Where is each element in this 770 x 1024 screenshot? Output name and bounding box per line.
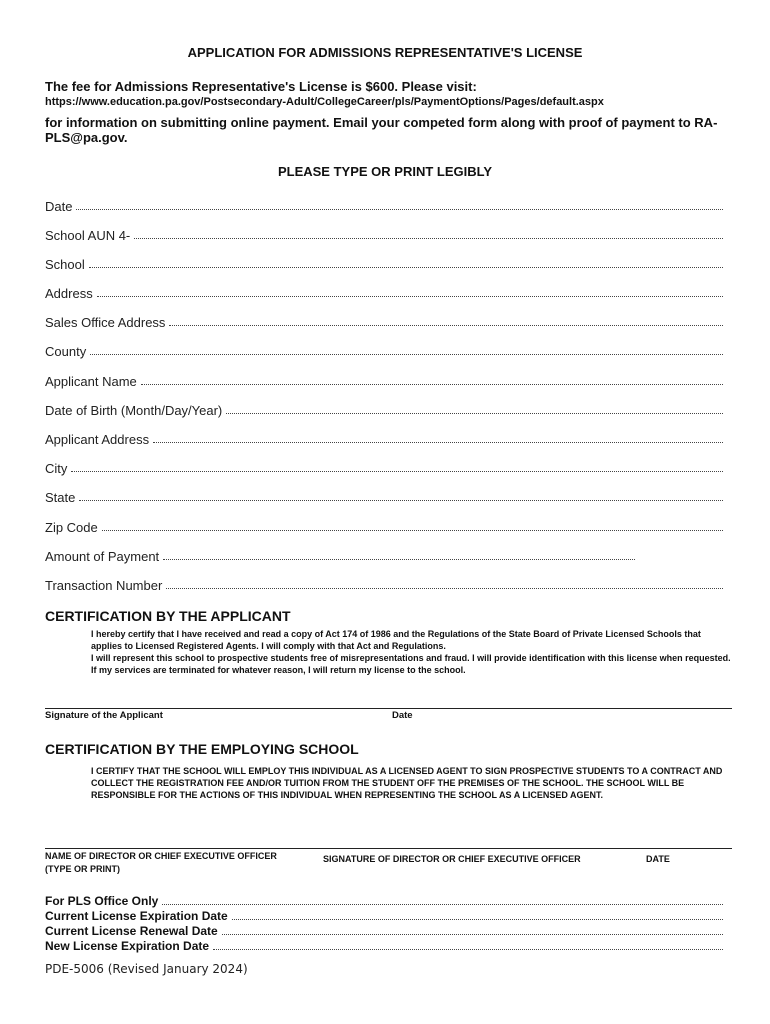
dotted-line	[213, 949, 723, 950]
dotted-line	[222, 934, 723, 935]
applicant-name-field[interactable]	[45, 371, 723, 389]
state-field[interactable]	[45, 487, 723, 505]
dotted-line	[163, 559, 635, 560]
field-label: School	[45, 257, 85, 272]
dotted-line	[166, 588, 723, 589]
fee-notice: The fee for Admissions Representative's License is $600. Please visit:	[45, 79, 477, 94]
applicant-address-field[interactable]	[45, 429, 723, 447]
new-license-expiration-field	[45, 938, 723, 953]
director-signature-label: SIGNATURE OF DIRECTOR OR CHIEF EXECUTIVE OFFICER	[323, 854, 581, 864]
payment-url-link[interactable]: https://www.education.pa.gov/Postsecondary-Adult/CollegeCareer/pls/PaymentOptions/Pages/default.aspx	[45, 96, 604, 108]
field-label: City	[45, 461, 68, 476]
dotted-line	[97, 296, 723, 297]
form-title: APPLICATION FOR ADMISSIONS REPRESENTATIVE'S LICENSE	[187, 45, 583, 60]
print-legibly-instruction: PLEASE TYPE OR PRINT LEGIBLY	[277, 164, 493, 179]
school-aun-field[interactable]	[45, 225, 723, 243]
form-footer: PDE-5006 (Revised January 2024)	[45, 962, 248, 976]
amount-of-payment-field[interactable]	[45, 546, 635, 564]
address-field[interactable]	[45, 283, 723, 301]
type-or-print-label: (TYPE OR PRINT)	[45, 864, 121, 874]
current-license-expiration-field	[45, 908, 723, 923]
date-field[interactable]	[45, 196, 723, 214]
dotted-line	[102, 530, 723, 531]
director-signature-line[interactable]	[45, 848, 732, 849]
field-label: School AUN 4-	[45, 228, 131, 243]
school-certification-text: I CERTIFY THAT THE SCHOOL WILL EMPLOY THIS INDIVIDUAL AS A LICENSED AGENT TO SIGN PROSPECTIVE STUDENTS TO A CONTRACT AND COLLECT THE REGISTRATION FEE AND/OR TUITION FROM THE STUDENT OFF THE PREMISES OF THE SCHOOL. THE SCHOOL WILL BE RESPONSIBLE FOR THE ACTIONS OF THIS INDIVIDUAL WHEN REPRESENTING THE SCHOOL AS A LICENSED AGENT.	[91, 766, 723, 800]
dotted-line	[169, 325, 723, 326]
sales-office-address-field[interactable]	[45, 312, 723, 330]
applicant-certification-heading: CERTIFICATION BY THE APPLICANT	[45, 608, 291, 624]
field-label: Zip Code	[45, 520, 98, 535]
applicant-date-label: Date	[392, 710, 413, 721]
director-name-label: NAME OF DIRECTOR OR CHIEF EXECUTIVE OFFICER	[45, 851, 277, 861]
field-label: Current License Expiration Date	[45, 909, 228, 923]
dotted-line	[232, 919, 723, 920]
field-label: Sales Office Address	[45, 315, 166, 330]
transaction-number-field[interactable]	[45, 575, 723, 593]
dotted-line	[79, 500, 723, 501]
field-label: Applicant Address	[45, 432, 150, 447]
dotted-line	[153, 442, 723, 443]
applicant-signature-label: Signature of the Applicant	[45, 710, 163, 721]
director-date-label: DATE	[646, 854, 670, 864]
dotted-line	[71, 471, 723, 472]
city-field[interactable]	[45, 458, 723, 476]
payment-info-text: for information on submitting online payment. Email your competed form along with proof of payment to RA-PLS@pa.gov.	[45, 115, 718, 145]
field-label: New License Expiration Date	[45, 939, 210, 953]
current-license-renewal-field	[45, 923, 723, 938]
field-label: Address	[45, 286, 93, 301]
school-certification-heading: CERTIFICATION BY THE EMPLOYING SCHOOL	[45, 741, 359, 757]
field-label: Date of Birth (Month/Day/Year)	[45, 403, 223, 418]
applicant-certification-text: I hereby certify that I have received and read a copy of Act 174 of 1986 and the Regulations of the State Board of Private Licensed Schools that applies to Licensed Registered Agents. I will comply with that Act and Regulations.	[91, 629, 701, 651]
applicant-certification-text-2: I will represent this school to prospective students free of misrepresentations and fraud. I will provide identification with this license when requested. If my services are terminated for whatever reason, I will return my license to the school.	[91, 653, 731, 675]
school-field[interactable]	[45, 254, 723, 272]
field-label: Current License Renewal Date	[45, 924, 218, 938]
county-field[interactable]	[45, 341, 723, 359]
dotted-line	[90, 354, 723, 355]
dotted-line	[162, 904, 723, 905]
applicant-signature-line[interactable]	[45, 708, 732, 709]
date-of-birth-field[interactable]	[45, 400, 723, 418]
field-label: State	[45, 490, 76, 505]
dotted-line	[226, 413, 723, 414]
dotted-line	[134, 238, 723, 239]
dotted-line	[89, 267, 723, 268]
field-label: Applicant Name	[45, 374, 137, 389]
field-label: Transaction Number	[45, 578, 163, 593]
field-label: For PLS Office Only	[45, 894, 159, 908]
dotted-line	[141, 384, 723, 385]
field-label: County	[45, 344, 87, 359]
zip-code-field[interactable]	[45, 517, 723, 535]
dotted-line	[76, 209, 723, 210]
pls-office-only-field	[45, 893, 723, 908]
field-label: Date	[45, 199, 73, 214]
field-label: Amount of Payment	[45, 549, 160, 564]
